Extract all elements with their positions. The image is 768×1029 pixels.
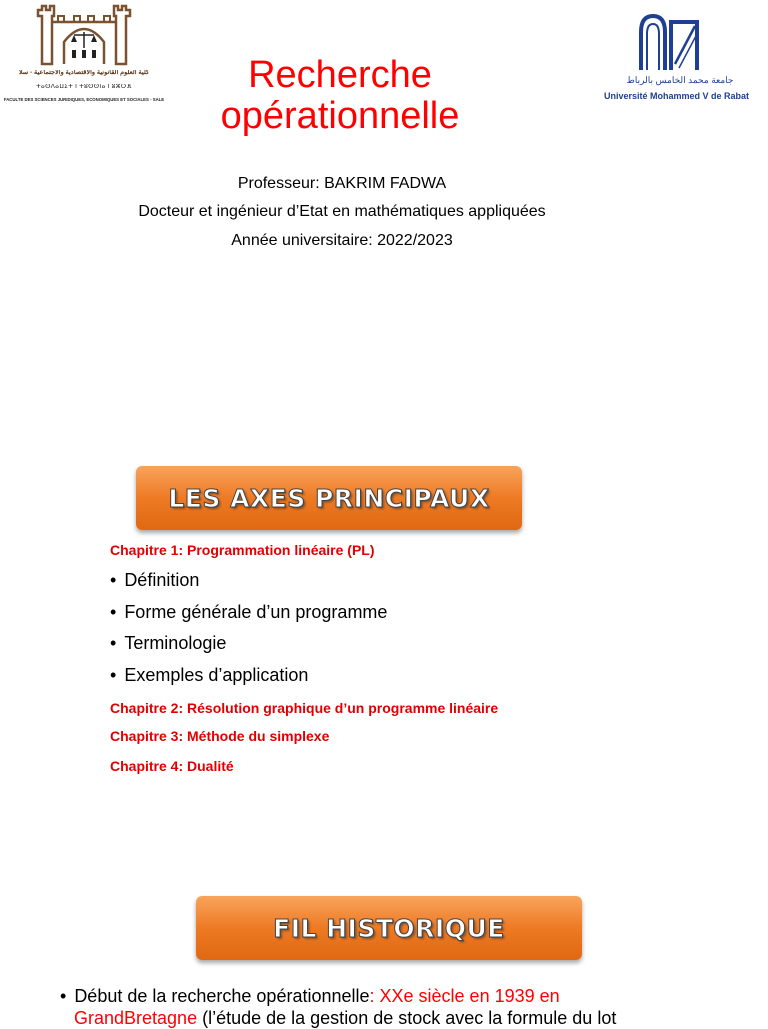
bullet-icon: • (60, 986, 67, 1006)
history-paragraph (60, 985, 760, 1029)
course-title-line2: opérationnelle (220, 95, 460, 137)
history-line-1: • Début de la recherche opérationnelle: XXe siècle en 1939 en (60, 986, 560, 1006)
academic-year: Année universitaire: 2022/2023 (231, 232, 453, 249)
faculty-logo (0, 2, 168, 122)
chapter-2-title: Chapitre 2: Résolution graphique d’un programme linéaire (110, 700, 499, 716)
chapter-4-title: Chapitre 4: Dualité (110, 758, 234, 774)
chapter-1-item: • Forme générale d’un programme (110, 602, 388, 622)
professor-name: Professeur: BAKRIM FADWA (237, 175, 447, 192)
axes-banner (136, 466, 522, 530)
faculty-name-tifinagh: ⵜⴰⵙⴷⴰⵡⵉⵜ ⵏ ⵜⵓⵙⵙⵏⴰ ⵏ ⵓⵣⵔⴼ (36, 84, 132, 90)
chapter-1-item: • Définition (110, 570, 200, 590)
faculty-name-arabic: كلية العلوم القانونية والاقتصادية والاجتماعية - سلا (18, 70, 150, 76)
faculty-name-french: FACULTÉ DES SCIENCES JURIDIQUES, ÉCONOMIQUES ET SOCIALES - SALÉ (3, 98, 165, 102)
history-line-2: GrandBretagne (l’étude de la gestion de stock avec la formule du lot (74, 1008, 617, 1028)
university-name-french: Université Mohammed V de Rabat (603, 91, 750, 101)
bullet-icon: • (110, 633, 117, 653)
kasbah-gate-icon (28, 2, 140, 66)
title-slide (0, 0, 768, 440)
history-banner-title: FIL HISTORIQUE (273, 913, 505, 943)
chapter-1-item: • Exemples d’application (110, 665, 309, 685)
bullet-icon: • (110, 602, 117, 622)
bullet-icon: • (110, 665, 117, 685)
axes-banner-title: LES AXES PRINCIPAUX (168, 483, 490, 513)
course-title (150, 55, 530, 137)
chapter-3-title: Chapitre 3: Méthode du simplexe (110, 728, 330, 744)
course-title-line1: Recherche (248, 54, 432, 96)
university-name-arabic: جامعة محمد الخامس بالرباط (626, 75, 734, 85)
university-logo (585, 12, 768, 102)
chapter-1-item: • Terminologie (110, 633, 227, 653)
history-banner (196, 896, 582, 960)
chapter-1-title: Chapitre 1: Programmation linéaire (PL) (110, 542, 375, 558)
professor-degree: Docteur et ingénieur d’Etat en mathématiques appliquées (138, 203, 546, 220)
bullet-icon: • (110, 570, 117, 590)
university-emblem-icon (635, 12, 705, 72)
